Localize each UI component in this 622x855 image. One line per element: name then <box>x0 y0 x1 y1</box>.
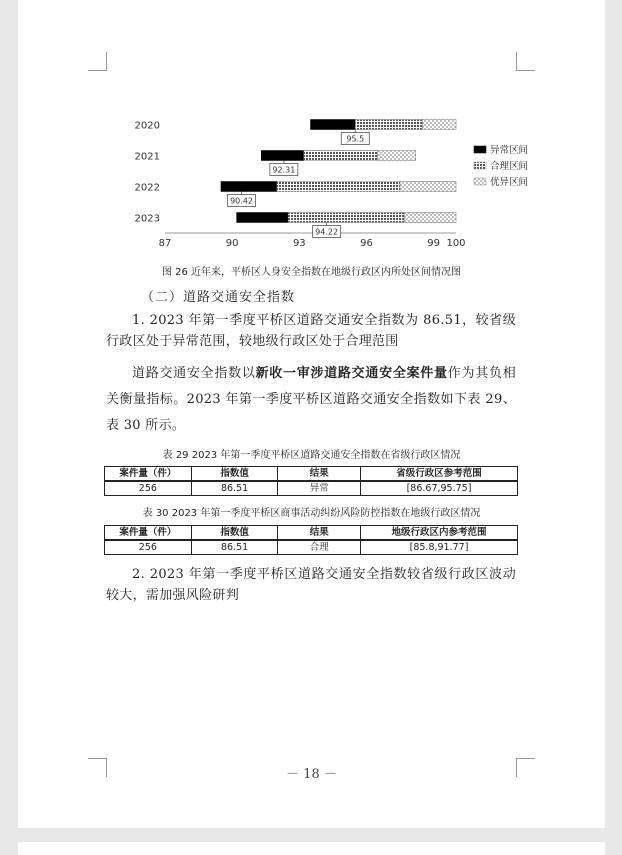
table-30-header-range: 地级行政区内参考范围 <box>361 526 518 541</box>
crop-mark-top-left <box>88 52 107 71</box>
marker-label: 92.31 <box>272 165 296 175</box>
page-number: － 18 － <box>286 767 337 782</box>
table-row <box>105 481 518 496</box>
legend-label-excellent: 优异区间 <box>490 177 529 188</box>
legend-swatch-excellent <box>474 178 486 185</box>
bar-segment-abnormal <box>237 213 288 223</box>
table-29-cell-range: [86.67,95.75] <box>361 481 518 496</box>
paragraph-1: 1. 2023 年第一季度平桥区道路交通安全指数为 86.51，较省级行政区处于异常范围，较地级行政区处于合理范围 <box>106 313 516 349</box>
table-29-title: 表 29 2023 年第一季度平桥区道路交通安全指数在省级行政区情况 <box>162 450 461 461</box>
figure-caption: 图 26 近年来，平桥区人身安全指数在地级行政区内所处区间情况图 <box>161 267 462 278</box>
legend-swatch-reasonable <box>474 162 486 169</box>
table-30-header-cases: 案件量（件） <box>105 526 192 541</box>
x-tick-label: 90 <box>225 238 239 249</box>
bar-segment-reasonable <box>277 182 400 192</box>
legend-swatch-abnormal <box>474 146 486 153</box>
table-29-cell-cases: 256 <box>105 481 192 496</box>
bar-segment-reasonable <box>304 151 378 161</box>
paragraph-2-text-after: 作为其负相关衡量指标。2023 年第一季度平桥区道路交通安全指数如下表 29、表 30 所示。 <box>106 366 516 433</box>
x-tick-label: 99 <box>427 238 440 249</box>
next-page-edge <box>18 842 605 855</box>
table-29 <box>104 466 518 496</box>
y-category-label: 2023 <box>134 213 160 225</box>
bar-segment-abnormal <box>311 120 356 130</box>
x-tick-label: 87 <box>158 238 172 249</box>
paragraph-2-bold-metric: 新收一审涉道路交通安全案件量 <box>255 366 448 381</box>
legend-label-reasonable: 合理区间 <box>490 161 529 172</box>
bar-segment-reasonable <box>355 120 422 130</box>
marker-label: 95.5 <box>346 134 365 144</box>
bar-segment-excellent <box>405 213 456 223</box>
x-tick-label: 96 <box>360 238 373 249</box>
table-30-cell-index: 86.51 <box>191 540 278 555</box>
marker-label: 90.42 <box>230 196 254 206</box>
table-30-header-index: 指数值 <box>191 526 278 541</box>
table-30-cell-cases: 256 <box>105 540 192 555</box>
bar-segment-reasonable <box>288 213 404 223</box>
table-29-header-result: 结果 <box>278 467 361 482</box>
table-29-cell-result: 异常 <box>278 481 361 496</box>
paragraph-3: 2. 2023 年第一季度平桥区道路交通安全指数较省级行政区波动较大，需加强风险研判 <box>106 567 516 603</box>
range-bar-chart <box>108 104 548 264</box>
table-29-header-row <box>105 467 518 482</box>
table-29-header-cases: 案件量（件） <box>105 467 192 482</box>
y-category-label: 2021 <box>134 151 160 163</box>
chart-svg <box>108 104 548 264</box>
marker-label: 94.22 <box>315 227 339 237</box>
table-30-cell-range: [85.8,91.77] <box>361 540 518 555</box>
x-tick-label: 93 <box>292 238 306 249</box>
table-30-title: 表 30 2023 年第一季度平桥区商事活动纠纷风险防控指数在地级行政区情况 <box>142 508 481 519</box>
table-30-header-result: 结果 <box>278 526 361 541</box>
crop-mark-top-right <box>516 52 535 71</box>
section-heading: （二）道路交通安全指数 <box>141 290 296 305</box>
document-page <box>18 0 605 828</box>
table-30-cell-result: 合理 <box>278 540 361 555</box>
table-row <box>105 540 518 555</box>
table-29-header-range: 省级行政区参考范围 <box>361 467 518 482</box>
table-30 <box>104 525 518 555</box>
y-category-label: 2022 <box>134 182 160 194</box>
bar-segment-abnormal <box>261 151 304 161</box>
x-tick-label: 100 <box>446 238 466 249</box>
bar-segment-excellent <box>400 182 456 192</box>
bar-segment-excellent <box>422 120 456 130</box>
bar-segment-excellent <box>378 151 416 161</box>
paragraph-2-text-before: 道路交通安全指数以 <box>132 366 256 381</box>
y-category-label: 2020 <box>134 120 160 132</box>
paragraph-2 <box>106 361 516 439</box>
table-29-cell-index: 86.51 <box>191 481 278 496</box>
table-30-header-row <box>105 526 518 541</box>
table-29-header-index: 指数值 <box>191 467 278 482</box>
bar-segment-abnormal <box>221 182 277 192</box>
legend-label-abnormal: 异常区间 <box>490 145 529 156</box>
